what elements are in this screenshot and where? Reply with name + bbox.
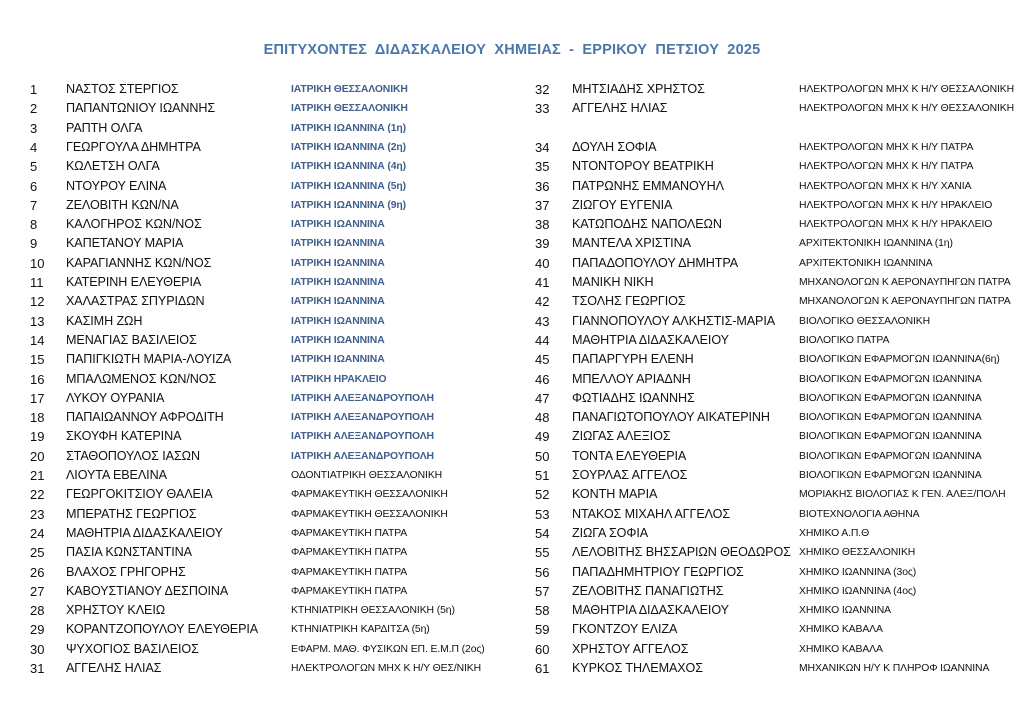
rank-number: 28 (30, 603, 45, 619)
admitted-school: ΗΛΕΚΤΡΟΛΟΓΩΝ ΜΗΧ Κ Η/Υ ΘΕΣ/ΝΙΚΗ (291, 663, 482, 674)
rank-number: 15 (30, 352, 45, 368)
student-name: ΚΥΡΚΟΣ ΤΗΛΕΜΑΧΟΣ (572, 661, 703, 675)
rank-number: 57 (535, 583, 550, 599)
rank-number: 39 (535, 236, 550, 252)
student-name: ΧΡΗΣΤΟΥ ΚΛΕΙΩ (66, 603, 166, 618)
rank-number: 8 (30, 217, 38, 233)
student-name: ΓΕΩΡΓΟΥΛΑ ΔΗΜΗΤΡΑ (66, 139, 201, 154)
rank-number: 16 (30, 371, 45, 387)
student-name: ΚΩΛΕΤΣΗ ΟΛΓΑ (66, 159, 160, 174)
rank-number: 34 (535, 139, 550, 155)
rank-number: 42 (535, 294, 550, 310)
rank-number: 47 (535, 390, 550, 406)
admitted-school: ΒΙΟΛΟΓΙΚΩΝ ΕΦΑΡΜΟΓΩΝ ΙΩΑΝΝΙΝΑ (799, 392, 982, 404)
rank-number: 33 (535, 101, 550, 117)
student-name: ΠΑΝΑΓΙΩΤΟΠΟΥΛΟΥ ΑΙΚΑΤΕΡΙΝΗ (572, 410, 770, 425)
student-name: ΖΕΛΟΒΙΤΗΣ ΠΑΝΑΓΙΩΤΗΣ (572, 583, 724, 598)
rank-number: 27 (30, 583, 45, 599)
rank-number: 59 (535, 622, 550, 638)
admitted-school: ΗΛΕΚΤΡΟΛΟΓΩΝ ΜΗΧ Κ Η/Υ ΧΑΝΙΑ (799, 180, 972, 192)
student-name: ΣΤΑΘΟΠΟΥΛΟΣ ΙΑΣΩΝ (66, 448, 200, 463)
admitted-school: ΙΑΤΡΙΚΗ ΙΩΑΝΝΙΝΑ (9η) (291, 199, 407, 211)
student-name: ΑΓΓΕΛΗΣ ΗΛΙΑΣ (572, 101, 668, 116)
student-name: ΒΛΑΧΟΣ ΓΡΗΓΟΡΗΣ (66, 564, 186, 579)
admitted-school: ΙΑΤΡΙΚΗ ΙΩΑΝΝΙΝΑ (2η) (291, 141, 407, 153)
rank-number: 52 (535, 487, 550, 503)
rank-number: 61 (535, 661, 550, 676)
admitted-school: ΜΗΧΑΝΟΛΟΓΩΝ Κ ΑΕΡΟΝΑΥΠΗΓΩΝ ΠΑΤΡΑ (799, 296, 1011, 308)
rank-number: 38 (535, 217, 550, 233)
admitted-school: ΦΑΡΜΑΚΕΥΤΙΚΗ ΘΕΣΣΑΛΟΝΙΚΗ (291, 508, 448, 520)
student-name: ΠΑΣΙΑ ΚΩΝΣΤΑΝΤΙΝΑ (66, 545, 192, 560)
admitted-school: ΧΗΜΙΚΟ Α.Π.Θ (799, 527, 870, 539)
student-name: ΜΑΘΗΤΡΙΑ ΔΙΔΑΣΚΑΛΕΙΟΥ (572, 603, 729, 618)
rank-number: 31 (30, 661, 45, 676)
student-name: ΜΕΝΑΓΙΑΣ ΒΑΣΙΛΕΙΟΣ (66, 332, 197, 347)
admitted-school: ΜΗΧΑΝΟΛΟΓΩΝ Κ ΑΕΡΟΝΑΥΠΗΓΩΝ ΠΑΤΡΑ (799, 277, 1011, 288)
admitted-school: ΒΙΟΛΟΓΙΚΟ ΠΑΤΡΑ (799, 334, 890, 346)
admitted-school: ΜΗΧΑΝΙΚΩΝ Η/Υ Κ ΠΛΗΡΟΦ ΙΩΑΝΝΙΝΑ (799, 663, 990, 674)
rank-number: 53 (535, 506, 550, 522)
admitted-school: ΧΗΜΙΚΟ ΘΕΣΣΑΛΟΝΙΚΗ (799, 547, 916, 559)
admitted-school: ΙΑΤΡΙΚΗ ΙΩΑΝΝΙΝΑ (291, 219, 385, 231)
rank-number: 36 (535, 178, 550, 194)
student-name: ΓΙΑΝΝΟΠΟΥΛΟΥ ΑΛΚΗΣΤΙΣ-ΜΑΡΙΑ (572, 313, 776, 328)
student-name: ΑΓΓΕΛΗΣ ΗΛΙΑΣ (66, 661, 162, 675)
student-name: ΛΙΟΥΤΑ ΕΒΕΛΙΝΑ (66, 468, 167, 482)
rank-number: 43 (535, 313, 550, 329)
rank-number: 46 (535, 371, 550, 387)
student-name: ΛΥΚΟΥ ΟΥΡΑΝΙΑ (66, 390, 165, 405)
student-name: ΠΑΠΑΡΓΥΡΗ ΕΛΕΝΗ (572, 352, 694, 367)
student-name: ΚΑΠΕΤΑΝΟΥ ΜΑΡΙΑ (66, 236, 184, 251)
admitted-school: ΑΡΧΙΤΕΚΤΟΝΙΚΗ ΙΩΑΝΝΙΝΑ (1η) (799, 238, 953, 250)
admitted-school: ΙΑΤΡΙΚΗ ΘΕΣΣΑΛΟΝΙΚΗ (291, 84, 408, 95)
student-name: ΜΑΝΤΕΛΑ ΧΡΙΣΤΙΝΑ (572, 236, 691, 251)
rank-number: 17 (30, 390, 45, 406)
page-title: ΕΠΙΤΥΧΟΝΤΕΣ ΔΙΔΑΣΚΑΛΕΙΟΥ ΧΗΜΕΙΑΣ - ΕΡΡΙΚΟΥ ΠΕΤΣΙΟΥ 2025 (263, 42, 761, 58)
admitted-school: ΙΑΤΡΙΚΗ ΑΛΕΞΑΝΔΡΟΥΠΟΛΗ (291, 412, 434, 424)
admitted-school: ΒΙΟΛΟΓΙΚΩΝ ΕΦΑΡΜΟΓΩΝ ΙΩΑΝΝΙΝΑ(6η) (799, 354, 1000, 366)
admitted-school: ΗΛΕΚΤΡΟΛΟΓΩΝ ΜΗΧ Κ Η/Υ ΗΡΑΚΛΕΙΟ (799, 199, 993, 211)
rank-number: 50 (535, 448, 550, 464)
admitted-school: ΦΑΡΜΑΚΕΥΤΙΚΗ ΠΑΤΡΑ (291, 585, 408, 597)
rank-number: 20 (30, 448, 45, 464)
admitted-school: ΗΛΕΚΤΡΟΛΟΓΩΝ ΜΗΧ Κ Η/Υ ΠΑΤΡΑ (799, 161, 974, 173)
rank-number: 9 (30, 236, 38, 252)
student-name: ΝΤΑΚΟΣ ΜΙΧΑΗΛ ΑΓΓΕΛΟΣ (572, 506, 731, 521)
rank-number: 14 (30, 332, 45, 348)
rank-number: 32 (535, 82, 550, 97)
rank-number: 22 (30, 487, 45, 503)
rank-number: 25 (30, 545, 45, 561)
rank-number: 55 (535, 545, 550, 561)
rank-number: 11 (30, 275, 44, 290)
student-name: ΜΑΝΙΚΗ ΝΙΚΗ (572, 275, 654, 289)
rank-number: 23 (30, 506, 45, 522)
admitted-school: ΦΑΡΜΑΚΕΥΤΙΚΗ ΠΑΤΡΑ (291, 547, 408, 559)
student-name: ΣΚΟΥΦΗ ΚΑΤΕΡΙΝΑ (66, 429, 182, 444)
rank-number: 30 (30, 641, 45, 657)
admitted-school: ΙΑΤΡΙΚΗ ΑΛΕΞΑΝΔΡΟΥΠΟΛΗ (291, 431, 434, 443)
student-name: ΠΑΠΙΓΚΙΩΤΗ ΜΑΡΙΑ-ΛΟΥΙΖΑ (66, 352, 232, 367)
admitted-school: ΦΑΡΜΑΚΕΥΤΙΚΗ ΘΕΣΣΑΛΟΝΙΚΗ (291, 489, 448, 501)
rank-number: 4 (30, 139, 38, 155)
admitted-school: ΒΙΟΛΟΓΙΚΩΝ ΕΦΑΡΜΟΓΩΝ ΙΩΑΝΝΙΝΑ (799, 431, 982, 443)
admitted-school: ΒΙΟΤΕΧΝΟΛΟΓΙΑ ΑΘΗΝΑ (799, 508, 920, 520)
rank-number: 35 (535, 159, 550, 175)
student-name: ΤΣΟΛΗΣ ΓΕΩΡΓΙΟΣ (572, 294, 686, 309)
rank-number: 12 (30, 294, 45, 310)
rank-number: 7 (30, 197, 38, 213)
student-name: ΜΑΘΗΤΡΙΑ ΔΙΔΑΣΚΑΛΕΙΟΥ (572, 332, 729, 347)
admitted-school: ΙΑΤΡΙΚΗ ΙΩΑΝΝΙΝΑ (291, 354, 385, 366)
student-name: ΚΑΤΕΡΙΝΗ ΕΛΕΥΘΕΡΙΑ (66, 275, 202, 289)
rank-number: 40 (535, 255, 550, 271)
admitted-school: ΕΦΑΡΜ. ΜΑΘ. ΦΥΣΙΚΩΝ ΕΠ. Ε.Μ.Π (2ος) (291, 643, 485, 655)
rank-number: 44 (535, 332, 550, 348)
student-name: ΚΟΝΤΗ ΜΑΡΙΑ (572, 487, 658, 502)
admitted-school: ΦΑΡΜΑΚΕΥΤΙΚΗ ΠΑΤΡΑ (291, 566, 408, 578)
student-name: ΡΑΠΤΗ ΟΛΓΑ (66, 120, 143, 135)
admitted-school: ΧΗΜΙΚΟ ΙΩΑΝΝΙΝΑ (3ος) (799, 566, 917, 578)
student-name: ΠΑΠΑΙΩΑΝΝΟΥ ΑΦΡΟΔΙΤΗ (66, 410, 224, 425)
student-name: ΚΑΒΟΥΣΤΙΑΝΟΥ ΔΕΣΠΟΙΝΑ (66, 583, 229, 598)
admitted-school: ΙΑΤΡΙΚΗ ΙΩΑΝΝΙΝΑ (291, 296, 385, 308)
student-name: ΣΟΥΡΛΑΣ ΑΓΓΕΛΟΣ (572, 468, 688, 482)
rank-number: 49 (535, 429, 550, 445)
rank-number: 60 (535, 641, 550, 657)
student-name: ΝΑΣΤΟΣ ΣΤΕΡΓΙΟΣ (66, 82, 179, 96)
admitted-school: ΚΤΗΝΙΑΤΡΙΚΗ ΚΑΡΔΙΤΣΑ (5η) (291, 624, 430, 636)
student-name: ΨΥΧΟΓΙΟΣ ΒΑΣΙΛΕΙΟΣ (66, 641, 199, 656)
admitted-school: ΙΑΤΡΙΚΗ ΑΛΕΞΑΝΔΡΟΥΠΟΛΗ (291, 392, 434, 404)
rank-number: 1 (30, 82, 38, 97)
admitted-school: ΙΑΤΡΙΚΗ ΘΕΣΣΑΛΟΝΙΚΗ (291, 103, 408, 115)
student-name: ΠΑΠΑΔΗΜΗΤΡΙΟΥ ΓΕΩΡΓΙΟΣ (572, 564, 744, 579)
student-name: ΝΤΟΥΡΟΥ ΕΛΙΝΑ (66, 178, 167, 193)
student-name: ΚΑΤΩΠΟΔΗΣ ΝΑΠΟΛΕΩΝ (572, 217, 722, 232)
admitted-school: ΙΑΤΡΙΚΗ ΗΡΑΚΛΕΙΟ (291, 373, 387, 385)
admitted-school: ΗΛΕΚΤΡΟΛΟΓΩΝ ΜΗΧ Κ Η/Υ ΗΡΑΚΛΕΙΟ (799, 219, 993, 231)
admitted-school: ΙΑΤΡΙΚΗ ΙΩΑΝΝΙΝΑ (1η) (291, 122, 407, 134)
admitted-school: ΒΙΟΛΟΓΙΚΩΝ ΕΦΑΡΜΟΓΩΝ ΙΩΑΝΝΙΝΑ (799, 470, 982, 481)
admitted-school: ΧΗΜΙΚΟ ΚΑΒΑΛΑ (799, 643, 883, 655)
student-name: ΜΠΕΡΑΤΗΣ ΓΕΩΡΓΙΟΣ (66, 506, 197, 521)
rank-number: 41 (535, 275, 550, 290)
admitted-school: ΒΙΟΛΟΓΙΚΩΝ ΕΦΑΡΜΟΓΩΝ ΙΩΑΝΝΙΝΑ (799, 450, 982, 462)
student-name: ΓΕΩΡΓΟΚΙΤΣΙΟΥ ΘΑΛΕΙΑ (66, 487, 213, 502)
student-name: ΖΙΩΓΟΥ ΕΥΓΕΝΙΑ (572, 197, 673, 212)
admitted-school: ΧΗΜΙΚΟ ΙΩΑΝΝΙΝΑ (799, 605, 891, 617)
rank-number: 5 (30, 159, 38, 175)
rank-number: 58 (535, 603, 550, 619)
rank-number: 56 (535, 564, 550, 580)
admitted-school: ΦΑΡΜΑΚΕΥΤΙΚΗ ΠΑΤΡΑ (291, 527, 408, 539)
student-name: ΖΕΛΟΒΙΤΗ ΚΩΝ/ΝΑ (66, 197, 179, 212)
admitted-school: ΒΙΟΛΟΓΙΚΩΝ ΕΦΑΡΜΟΓΩΝ ΙΩΑΝΝΙΝΑ (799, 373, 982, 385)
student-name: ΠΑΤΡΩΝΗΣ ΕΜΜΑΝΟΥΗΛ (572, 178, 724, 193)
admitted-school: ΒΙΟΛΟΓΙΚΩΝ ΕΦΑΡΜΟΓΩΝ ΙΩΑΝΝΙΝΑ (799, 412, 982, 424)
rank-number: 29 (30, 622, 45, 638)
student-name: ΛΕΛΟΒΙΤΗΣ ΒΗΣΣΑΡΙΩΝ ΘΕΟΔΩΡΟΣ (572, 545, 791, 560)
student-name: ΓΚΟΝΤΖΟΥ ΕΛΙΖΑ (572, 622, 678, 637)
admitted-school: ΙΑΤΡΙΚΗ ΙΩΑΝΝΙΝΑ (291, 238, 385, 250)
rank-number: 2 (30, 101, 38, 117)
admitted-school: ΗΛΕΚΤΡΟΛΟΓΩΝ ΜΗΧ Κ Η/Υ ΘΕΣΣΑΛΟΝΙΚΗ (799, 84, 1014, 95)
student-name: ΜΑΘΗΤΡΙΑ ΔΙΔΑΣΚΑΛΕΙΟΥ (66, 525, 223, 540)
student-name: ΤΟΝΤΑ ΕΛΕΥΘΕΡΙΑ (572, 448, 687, 463)
rank-number: 26 (30, 564, 45, 580)
admitted-school: ΙΑΤΡΙΚΗ ΙΩΑΝΝΙΝΑ (5η) (291, 180, 407, 192)
admitted-school: ΙΑΤΡΙΚΗ ΙΩΑΝΝΙΝΑ (291, 315, 385, 327)
student-name: ΜΗΤΣΙΑΔΗΣ ΧΡΗΣΤΟΣ (572, 82, 705, 96)
rank-number: 19 (30, 429, 45, 445)
student-name: ΚΑΣΙΜΗ ΖΩΗ (66, 313, 143, 328)
admitted-school: ΟΔΟΝΤΙΑΤΡΙΚΗ ΘΕΣΣΑΛΟΝΙΚΗ (291, 470, 443, 481)
rank-number: 6 (30, 178, 38, 194)
admitted-school: ΙΑΤΡΙΚΗ ΙΩΑΝΝΙΝΑ (291, 257, 385, 269)
rank-number: 54 (535, 525, 550, 541)
admitted-school: ΒΙΟΛΟΓΙΚΟ ΘΕΣΣΑΛΟΝΙΚΗ (799, 315, 931, 327)
student-name: ΚΑΛΟΓΗΡΟΣ ΚΩΝ/ΝΟΣ (66, 217, 202, 232)
student-name: ΠΑΠΑΝΤΩΝΙΟΥ ΙΩΑΝΝΗΣ (66, 101, 216, 116)
student-name: ΖΙΩΓΑ ΣΟΦΙΑ (572, 525, 649, 540)
student-name: ΦΩΤΙΑΔΗΣ ΙΩΑΝΝΗΣ (572, 390, 695, 405)
rank-number: 13 (30, 313, 45, 329)
rank-number: 21 (30, 468, 45, 483)
rank-number: 24 (30, 525, 45, 541)
student-name: ΜΠΑΛΩΜΕΝΟΣ ΚΩΝ/ΝΟΣ (66, 371, 217, 386)
admitted-school: ΗΛΕΚΤΡΟΛΟΓΩΝ ΜΗΧ Κ Η/Υ ΠΑΤΡΑ (799, 141, 974, 153)
rank-number: 51 (535, 468, 550, 483)
admitted-school: ΙΑΤΡΙΚΗ ΑΛΕΞΑΝΔΡΟΥΠΟΛΗ (291, 450, 434, 462)
admitted-school: ΧΗΜΙΚΟ ΙΩΑΝΝΙΝΑ (4ος) (799, 585, 917, 597)
student-name: ΜΠΕΛΛΟΥ ΑΡΙΑΔΝΗ (572, 371, 691, 386)
admitted-school: ΙΑΤΡΙΚΗ ΙΩΑΝΝΙΝΑ (291, 334, 385, 346)
student-name: ΧΡΗΣΤΟΥ ΑΓΓΕΛΟΣ (572, 641, 689, 656)
student-name: ΔΟΥΛΗ ΣΟΦΙΑ (572, 139, 657, 154)
admitted-school: ΗΛΕΚΤΡΟΛΟΓΩΝ ΜΗΧ Κ Η/Υ ΘΕΣΣΑΛΟΝΙΚΗ (799, 103, 1014, 115)
admitted-school: ΑΡΧΙΤΕΚΤΟΝΙΚΗ ΙΩΑΝΝΙΝΑ (799, 257, 933, 269)
rank-number: 48 (535, 410, 550, 426)
admitted-school: ΚΤΗΝΙΑΤΡΙΚΗ ΘΕΣΣΑΛΟΝΙΚΗ (5η) (291, 605, 455, 617)
student-name: ΝΤΟΝΤΟΡΟΥ ΒΕΑΤΡΙΚΗ (572, 159, 714, 174)
student-name: ΚΟΡΑΝΤΖΟΠΟΥΛΟΥ ΕΛΕΥΘΕΡΙΑ (66, 622, 259, 637)
admitted-school: ΙΑΤΡΙΚΗ ΙΩΑΝΝΙΝΑ (291, 277, 385, 288)
student-name: ΖΙΩΓΑΣ ΑΛΕΞΙΟΣ (572, 429, 671, 444)
rank-number: 37 (535, 197, 550, 213)
rank-number: 10 (30, 255, 45, 271)
rank-number: 3 (30, 120, 38, 136)
admitted-school: ΜΟΡΙΑΚΗΣ ΒΙΟΛΟΓΙΑΣ Κ ΓΕΝ. ΑΛΕΞ/ΠΟΛΗ (799, 489, 1006, 501)
student-name: ΠΑΠΑΔΟΠΟΥΛΟΥ ΔΗΜΗΤΡΑ (572, 255, 739, 270)
student-name: ΧΑΛΑΣΤΡΑΣ ΣΠΥΡΙΔΩΝ (66, 294, 205, 309)
rank-number: 18 (30, 410, 45, 426)
admitted-school: ΧΗΜΙΚΟ ΚΑΒΑΛΑ (799, 624, 883, 636)
admitted-school: ΙΑΤΡΙΚΗ ΙΩΑΝΝΙΝΑ (4η) (291, 161, 407, 173)
student-name: ΚΑΡΑΓΙΑΝΝΗΣ ΚΩΝ/ΝΟΣ (66, 255, 212, 270)
rank-number: 45 (535, 352, 550, 368)
